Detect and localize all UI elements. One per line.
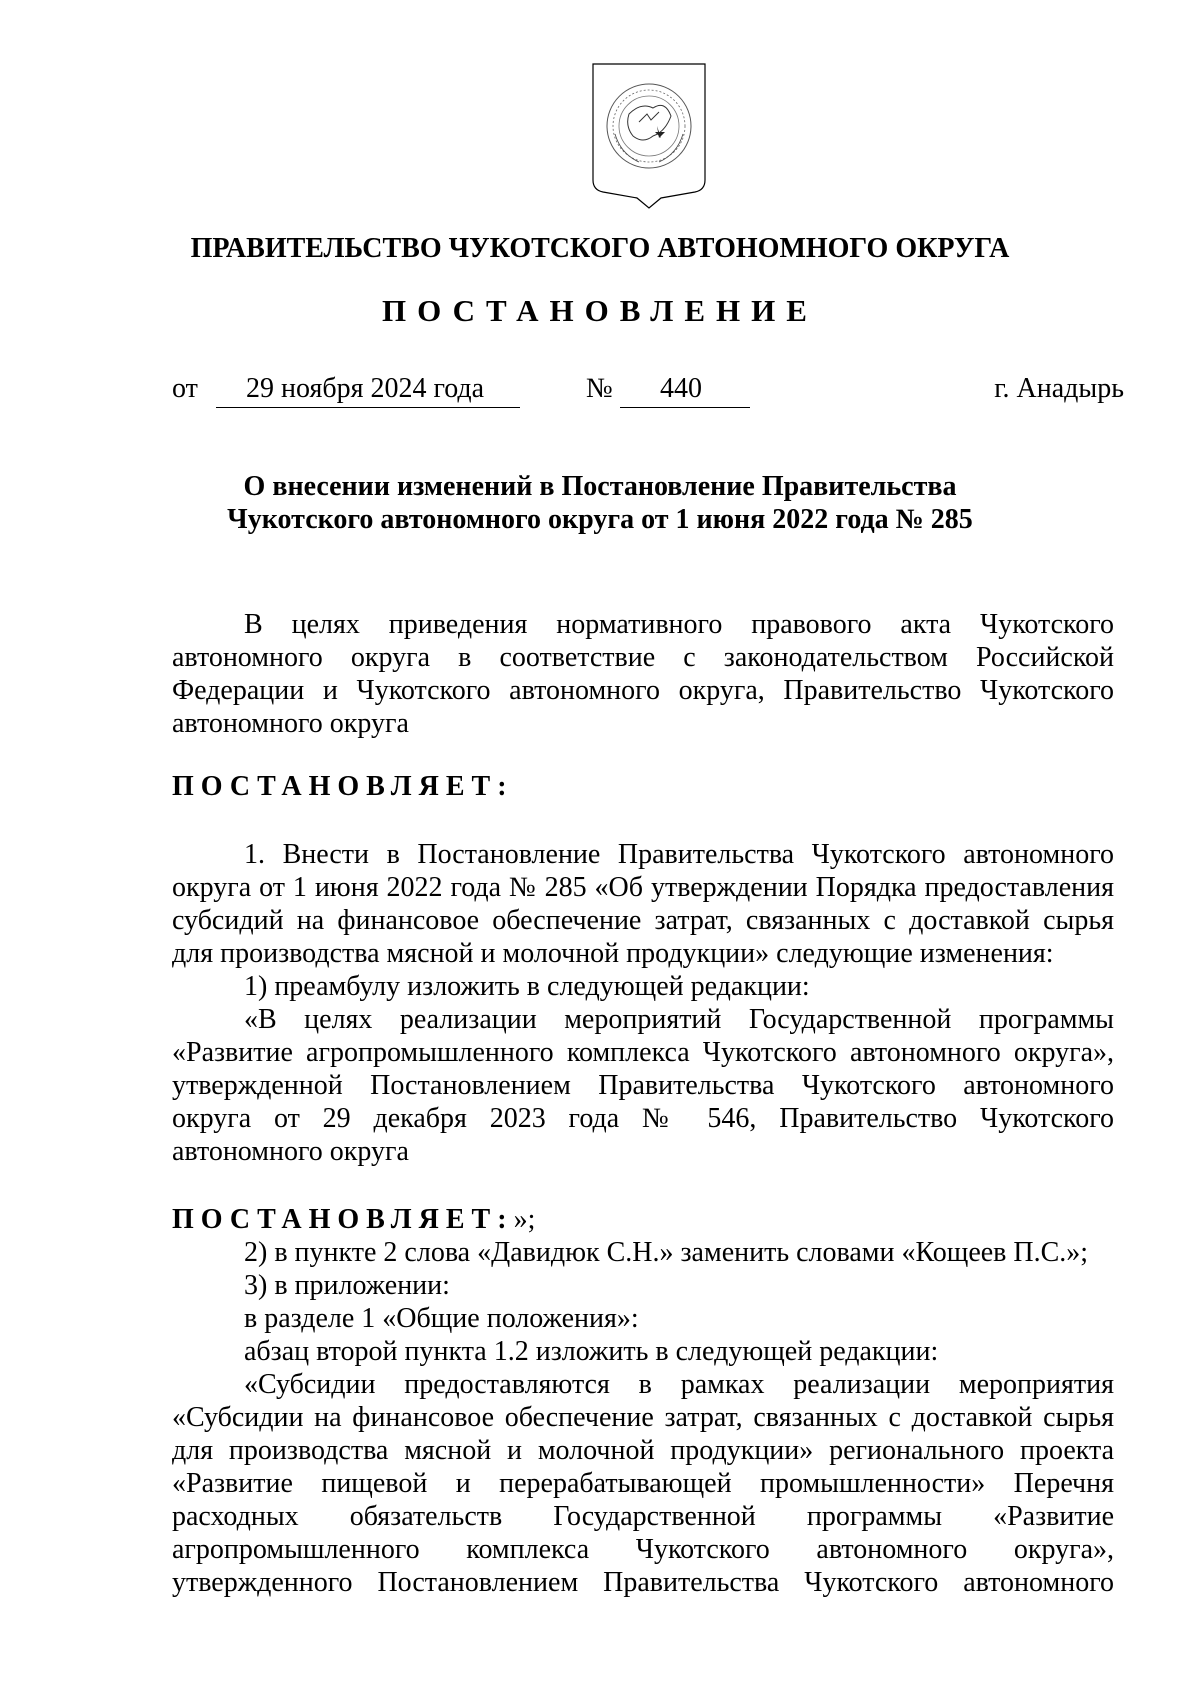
government-name: ПРАВИТЕЛЬСТВО ЧУКОТСКОГО АВТОНОМНОГО ОКРУГА — [190, 233, 1010, 264]
text-line: округа от 1 июня 2022 года № 285 «Об утверждении Порядка предоставления — [172, 872, 1114, 903]
subitem-2: 2) в пункте 2 слова «Давидюк С.Н.» заменить словами «Кощеев П.С.»; — [244, 1237, 1089, 1268]
items-2-3 — [172, 1236, 1114, 1599]
text-line: «Субсидии предоставляются в рамках реализации мероприятия — [244, 1369, 1114, 1400]
text-line: автономного округа — [172, 708, 409, 739]
subitem-3-paragraph: абзац второй пункта 1.2 изложить в следующей редакции: — [244, 1336, 939, 1367]
date-underline — [216, 407, 520, 408]
quoted-resolves — [172, 1203, 1114, 1236]
number-label: № — [586, 373, 613, 404]
number-underline — [620, 407, 750, 408]
text-line: автономного округа — [172, 1136, 409, 1167]
preamble — [172, 608, 1114, 740]
resolves-heading: ПОСТАНОВЛЯЕТ: — [172, 771, 514, 802]
text-line: субсидий на финансовое обеспечение затрат, связанных с доставкой сырья — [172, 905, 1114, 936]
quoted-resolves-heading: ПОСТАНОВЛЯЕТ: — [172, 1204, 514, 1235]
text-line: В целях приведения нормативного правового акта Чукотского — [244, 609, 1114, 640]
text-line: для производства мясной и молочной продукции» следующие изменения: — [172, 938, 1054, 969]
document-type-title: ПОСТАНОВЛЕНИЕ — [382, 293, 818, 328]
coat-of-arms-emblem — [589, 62, 709, 210]
text-line: «Субсидии на финансовое обеспечение затрат, связанных с доставкой сырья — [172, 1402, 1114, 1433]
date-prefix: от — [172, 373, 198, 404]
document-date: 29 ноября 2024 года — [246, 373, 485, 404]
subitem-3-section: в разделе 1 «Общие положения»: — [244, 1303, 639, 1334]
text-line: Федерации и Чукотского автономного округа, Правительство Чукотского — [172, 675, 1114, 706]
item-1 — [172, 838, 1114, 1168]
document-subject — [0, 470, 1200, 536]
subitem-1: 1) преамбулу изложить в следующей редакции: — [244, 971, 810, 1002]
subject-line: О внесении изменений в Постановление Правительства — [243, 471, 957, 502]
text-line: автономного округа в соответствие с законодательством Российской — [172, 642, 1114, 673]
text-line: «Развитие агропромышленного комплекса Чукотского автономного округа», — [172, 1037, 1114, 1068]
quoted-resolves-tail: »; — [513, 1204, 536, 1235]
text-line: утвержденного Постановлением Правительства Чукотского автономного — [172, 1567, 1114, 1598]
text-line: «В целях реализации мероприятий Государственной программы — [244, 1004, 1114, 1035]
text-line: утвержденной Постановлением Правительства Чукотского автономного — [172, 1070, 1114, 1101]
text-line: агропромышленного комплекса Чукотского автономного округа», — [172, 1534, 1114, 1565]
text-line: округа от 29 декабря 2023 года № 546, Правительство Чукотского — [172, 1103, 1114, 1134]
text-line: расходных обязательств Государственной программы «Развитие — [172, 1501, 1114, 1532]
city: г. Анадырь — [994, 373, 1124, 404]
subject-line: Чукотского автономного округа от 1 июня 2022 года № 285 — [227, 504, 973, 535]
text-line: для производства мясной и молочной продукции» регионального проекта — [172, 1435, 1114, 1466]
subitem-3: 3) в приложении: — [244, 1270, 450, 1301]
text-line: «Развитие пищевой и перерабатывающей промышленности» Перечня — [172, 1468, 1114, 1499]
text-line: 1. Внести в Постановление Правительства Чукотского автономного — [244, 839, 1114, 870]
document-number: 440 — [660, 373, 702, 404]
